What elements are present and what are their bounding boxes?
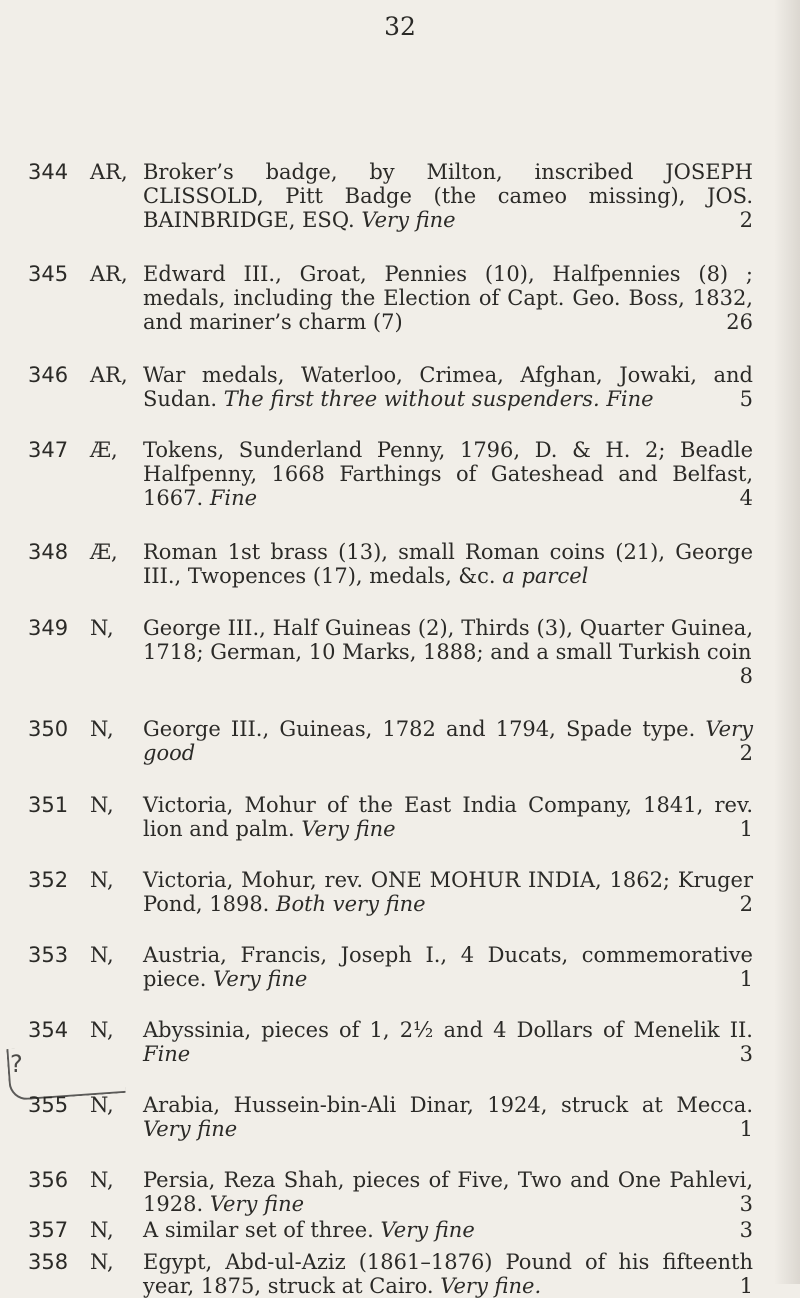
lot-metal: AR, (90, 160, 128, 184)
lot-number: 354 (28, 1018, 69, 1042)
lot-text: George III., Half Guineas (2), Thirds (3), Quarter Guinea, 1718; German, 10 Marks, 1888; and a small Turkish coin (143, 616, 753, 664)
lot-condition: Fine (143, 1042, 191, 1066)
lot-number: 345 (28, 262, 69, 286)
page-edge-shadow (774, 0, 800, 1284)
lot-number: 355 (28, 1093, 69, 1117)
lot-text: Edward III., Groat, Pennies (10), Halfpennies (8) ; medals, including the Election of Capt. Geo. Boss, 1832, and mariner’s charm (7) (143, 262, 753, 334)
lot-text: Egypt, Abd-ul-Aziz (1861–1876) Pound of his fifteenth year, 1875, struck at Cairo. (143, 1250, 753, 1298)
lot-condition: Both very fine (276, 892, 426, 916)
lot-text: A similar set of three. (143, 1218, 374, 1242)
lot-condition: Fine (209, 486, 258, 510)
lot-description (143, 793, 753, 841)
lot-number: 351 (28, 793, 69, 817)
lot-quantity: 2 (739, 741, 753, 765)
lot-quantity: 8 (739, 664, 753, 688)
lot-metal: N, (90, 1218, 114, 1242)
lot-quantity: 2 (739, 892, 753, 916)
lot-metal: N, (90, 1093, 114, 1117)
lot-description (143, 1093, 753, 1141)
lot-condition: Very fine (143, 1117, 238, 1141)
lot-quantity: 1 (739, 967, 753, 991)
lot-number: 348 (28, 540, 69, 564)
lot-number: 344 (28, 160, 69, 184)
lot-quantity: 1 (739, 1117, 753, 1141)
lot-description (143, 363, 753, 411)
lot-description (143, 160, 753, 232)
lot-condition: Very good (143, 717, 753, 765)
lot-description (143, 943, 753, 991)
lot-quantity: 3 (739, 1218, 753, 1242)
lot-quantity: 1 (739, 817, 753, 841)
lot-condition: Very fine (361, 208, 456, 232)
lot-description (143, 717, 753, 765)
lot-metal: N, (90, 616, 114, 640)
lot-description (143, 1018, 753, 1066)
lot-number: 350 (28, 717, 69, 741)
lot-text: Arabia, Hussein-bin-Ali Dinar, 1924, struck at Mecca. (143, 1093, 753, 1117)
lot-condition: a parcel (502, 564, 589, 588)
lot-text: War medals, Waterloo, Crimea, Afghan, Jowaki, and Sudan. (143, 363, 753, 411)
lot-text: Tokens, Sunderland Penny, 1796, D. & H. 2; Beadle Halfpenny, 1668 Farthings of Gateshead and Belfast, 1667. (143, 438, 753, 510)
lot-number: 356 (28, 1168, 69, 1192)
lot-number: 346 (28, 363, 69, 387)
lot-metal: N, (90, 943, 114, 967)
lot-description (143, 1250, 753, 1298)
lot-metal: N, (90, 868, 114, 892)
lot-text: George III., Guineas, 1782 and 1794, Spade type. (143, 717, 696, 741)
pencil-question-mark: ? (10, 1050, 23, 1078)
lot-description (143, 1218, 753, 1242)
lot-text: Austria, Francis, Joseph I., 4 Ducats, commemorative piece. (143, 943, 753, 991)
lot-text: Abyssinia, pieces of 1, 2½ and 4 Dollars of Menelik II. (143, 1018, 753, 1042)
lot-metal: AR, (90, 262, 128, 286)
lot-text: Broker’s badge, by Milton, inscribed JOSEPH CLISSOLD, Pitt Badge (the cameo missing), JOS. BAINBRIDGE, ESQ. (143, 160, 753, 232)
lot-metal: AR, (90, 363, 128, 387)
lot-number: 358 (28, 1250, 69, 1274)
lot-quantity: 5 (739, 387, 753, 411)
lot-number: 353 (28, 943, 69, 967)
lot-condition: Very fine (380, 1218, 475, 1242)
lot-description (143, 540, 753, 588)
lot-quantity: 3 (739, 1042, 753, 1066)
lot-metal: N, (90, 1168, 114, 1192)
lot-metal: Æ, (90, 438, 118, 462)
lot-condition: Very fine (301, 817, 396, 841)
lot-description (143, 616, 753, 688)
lot-quantity: 4 (739, 486, 753, 510)
lot-description (143, 438, 753, 510)
lot-condition: Very fine. (440, 1274, 542, 1298)
lot-text: Persia, Reza Shah, pieces of Five, Two and One Pahlevi, 1928. (143, 1168, 753, 1216)
lot-number: 347 (28, 438, 69, 462)
lot-text: Roman 1st brass (13), small Roman coins (21), George III., Twopences (17), medals, &c. (143, 540, 753, 588)
lot-quantity: 2 (739, 208, 753, 232)
lot-quantity: 26 (726, 310, 753, 334)
lot-quantity: 1 (739, 1274, 753, 1298)
lot-condition: Very fine (213, 967, 308, 991)
lot-text: Victoria, Mohur of the East India Company, 1841, rev. lion and palm. (143, 793, 753, 841)
lot-description (143, 262, 753, 334)
lot-metal: Æ, (90, 540, 118, 564)
lot-metal: N, (90, 1250, 114, 1274)
lot-condition: The first three without suspenders. Fine (223, 387, 654, 411)
lot-number: 352 (28, 868, 69, 892)
lot-description (143, 868, 753, 916)
lot-condition: Very fine (209, 1192, 305, 1216)
lot-quantity: 3 (739, 1192, 753, 1216)
lot-number: 349 (28, 616, 69, 640)
lot-metal: N, (90, 1018, 114, 1042)
lot-metal: N, (90, 717, 114, 741)
lot-text: Victoria, Mohur, rev. ONE MOHUR INDIA, 1862; Kruger Pond, 1898. (143, 868, 753, 916)
lot-description (143, 1168, 753, 1216)
lot-metal: N, (90, 793, 114, 817)
page-number: 32 (384, 12, 416, 41)
lot-number: 357 (28, 1218, 69, 1242)
